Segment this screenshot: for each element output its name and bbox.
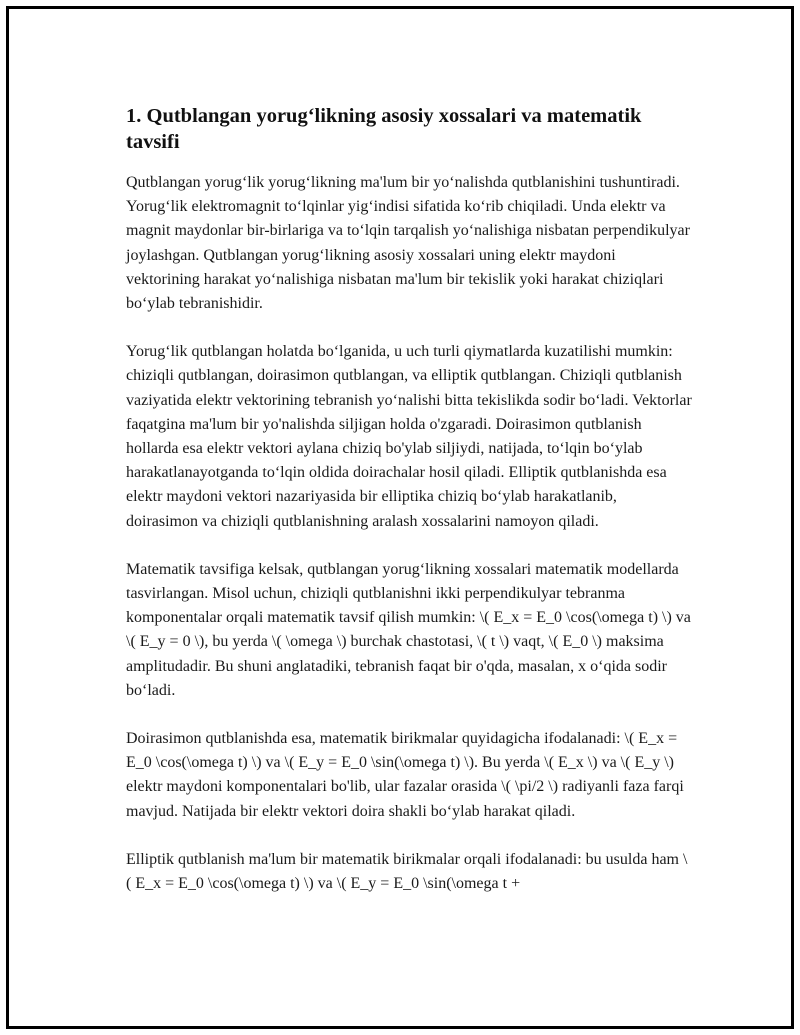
paragraph-polarized-light-intro: Qutblangan yorug‘lik yorug‘likning ma'lum bir yo‘nalishda qutblanishini tushuntiradi. Yorug‘lik elektromagnit to‘lqinlar yig‘indisi sifatida ko‘rib chiqiladi. Unda elektr va magnit maydonlar bir-birlariga va to‘lqin tarqalish yo‘nalishiga nisbatan perpendikulyar joylashgan. Qutblangan yorug‘likning asosiy xossalari uning elektr maydoni vektorining harakat yo‘nalishiga nisbatan ma'lum bir tekislik yoki harakat chiziqlari bo‘ylab tebranishidir. — [126, 174, 690, 313]
page-frame — [6, 6, 794, 1029]
paragraph-linear-math: Matematik tavsifiga kelsak, qutblangan yorug‘likning xossalari matematik modellarda tasvirlangan. Misol uchun, chiziqli qutblanishni ikki perpendikulyar tebranma komponentalar orqali matematik tavsif qilish mumkin: \( E_x = E_0 \cos(\omega t) \) va \( E_y = 0 \), bu yerda \( \omega \) burchak chastotasi, \( t \) vaqt, \( E_0 \) maksima amplitudadir. Bu shuni anglatadiki, tebranish faqat bir o'qda, masalan, x o‘qida sodir bo‘ladi. — [126, 560, 691, 699]
section-heading: 1. Qutblangan yorug‘likning asosiy xossalari va matematik tavsifi — [126, 105, 642, 153]
document-body — [126, 103, 692, 920]
paragraph-elliptic-math: Elliptik qutblanish ma'lum bir matematik birikmalar orqali ifodalanadi: bu usulda ham \( E_x = E_0 \cos(\omega t) \) va \( E_y = E_0 \sin(\omega t + — [126, 850, 688, 893]
paragraph-circular-math: Doirasimon qutblanishda esa, matematik birikmalar quyidagicha ifodalanadi: \( E_x = E_0 \cos(\omega t) \) va \( E_y = E_0 \sin(\omega t) \). Bu yerda \( E_x \) va \( E_y \) elektr maydoni komponentalari bo'lib, ular fazalar orasida \( \pi/2 \) radiyanli faza farqi mavjud. Natijada bir elektr vektori doira shakli bo‘ylab harakat qiladi. — [126, 730, 684, 820]
paragraph-polarization-types: Yorug‘lik qutblangan holatda bo‘lganida, u uch turli qiymatlarda kuzatilishi mumkin: chiziqli qutblangan, doirasimon qutblangan, va elliptik qutblangan. Chiziqli qutblanish vaziyatida elektr vektorining tebranish yo‘nalishi bitta tekislikda sodir bo‘ladi. Vektorlar faqatgina ma'lum bir yo'nalishda siljigan holda o'zgaradi. Doirasimon qutblanish hollarda esa elektr vektori aylana chiziq bo'ylab siljiydi, natijada, to‘lqin bo‘ylab harakatlanayotganda to‘lqin oldida doirachalar hosil qiladi. Elliptik qutblanishda esa elektr maydoni vektori nazariyasida bir elliptika chiziq bo‘ylab harakatlanib, doirasimon va chiziqli qutblanishning aralash xossalarini namoyon qiladi. — [126, 343, 692, 530]
